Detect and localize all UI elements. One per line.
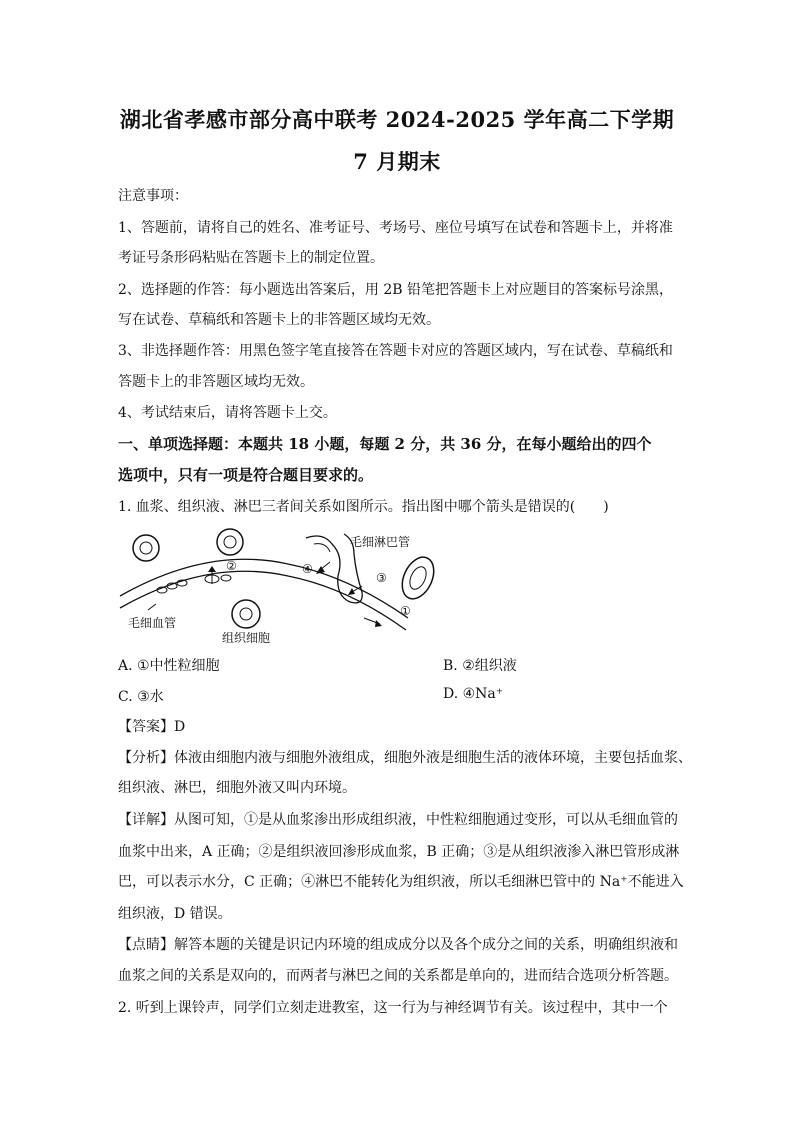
notice-heading: 注意事项： [118,188,188,204]
label-tissue-cell: 组织细胞 [222,631,271,645]
page-subtitle: 7 月期末 [353,149,441,174]
notice-line: 4、考试结束后，请将答题卡上交。 [118,405,337,421]
mark-4: ④ [302,562,313,576]
tissue-cell [396,552,438,604]
cell-nucleus [224,536,236,548]
answer-line: 【答案】D [118,719,186,735]
notice-line: 1、答题前，请将自己的姓名、准考证号、考场号、座位号填写在试卷和答题卡上，并将准 [118,220,673,236]
cell-nucleus [140,542,152,554]
tissue-cell [217,529,243,555]
mark-1: ① [400,604,411,618]
lymph-capillary-inner [314,544,330,552]
detail-line: 巴，可以表示水分，C 正确；④淋巴不能转化为组织液，所以毛细淋巴管中的 Na⁺不能进入 [118,874,684,890]
option-c: C. ③水 [118,689,164,705]
notice-line: 2、选择题的作答：每小题选出答案后，用 2B 铅笔把答题卡上对应题目的答案标号涂黑， [118,282,674,298]
detail-line: 组织液，D 错误。 [118,906,232,922]
cell-nucleus [240,608,252,620]
cell-nucleus [407,564,430,592]
section-heading: 一、单项选择题：本题共 18 小题，每题 2 分，共 36 分，在每小题给出的四个 [118,435,652,453]
capillary-upper-wall [120,559,408,618]
analysis-line: 组织液、淋巴，细胞外液又叫内环境。 [118,780,356,796]
comment-line: 【点睛】解答本题的关键是识记内环境的组成成分以及各个成分之间的关系，明确组织液和 [118,937,678,953]
page-title: 湖北省孝感市部分高中联考 2024-2025 学年高二下学期 [119,107,675,132]
capillary-pointer [148,604,156,610]
detail-line: 血浆中出来，A 正确；②是组织液回渗形成血浆，B 正确；③是从组织液渗入淋巴管形成淋 [118,844,680,860]
notice-line: 答题卡上的非答题区域均无效。 [118,374,314,390]
blood-cell [221,575,231,581]
arrow-1-head [375,620,382,627]
arrow-3-head [348,588,355,595]
mark-3: ③ [376,571,387,585]
mark-2: ② [226,559,237,573]
body-fluid-diagram [118,526,438,648]
notice-line: 3、非选择题作答：用黑色签字笔直接答在答题卡对应的答题区域内，写在试卷、草稿纸和 [118,343,673,359]
comment-line: 血浆之间的关系是双向的，而两者与淋巴之间的关系都是单向的，进而结合选项分析答题。 [118,968,678,984]
notice-line: 考证号条形码粘贴在答题卡上的制定位置。 [118,250,384,266]
detail-line: 【详解】从图可知，①是从血浆渗出形成组织液，中性粒细胞通过变形，可以从毛细血管的 [118,812,678,828]
option-b: B. ②组织液 [443,658,517,674]
analysis-line: 【分析】体液由细胞内液与细胞外液组成，细胞外液是细胞生活的液体环境，主要包括血浆、 [118,750,692,766]
question-1-stem: 1. 血浆、组织液、淋巴三者间关系如图所示。指出图中哪个箭头是错误的( ) [118,499,609,515]
arrow-2-head [208,566,216,572]
label-capillary: 毛细血管 [128,616,177,630]
question-2-stem: 2. 听到上课铃声，同学们立刻走进教室，这一行为与神经调节有关。该过程中，其中一个 [118,1000,668,1016]
section-heading-cont: 选项中，只有一项是符合题目要求的。 [118,466,374,484]
notice-line: 写在试卷、草稿纸和答题卡上的非答题区域均无效。 [118,312,440,328]
label-lymph-capillary: 毛细淋巴管 [350,535,411,549]
option-a: A. ①中性粒细胞 [118,658,220,674]
tissue-cell [232,600,260,628]
option-d: D. ④Na⁺ [443,686,504,702]
tissue-cell [133,535,159,561]
